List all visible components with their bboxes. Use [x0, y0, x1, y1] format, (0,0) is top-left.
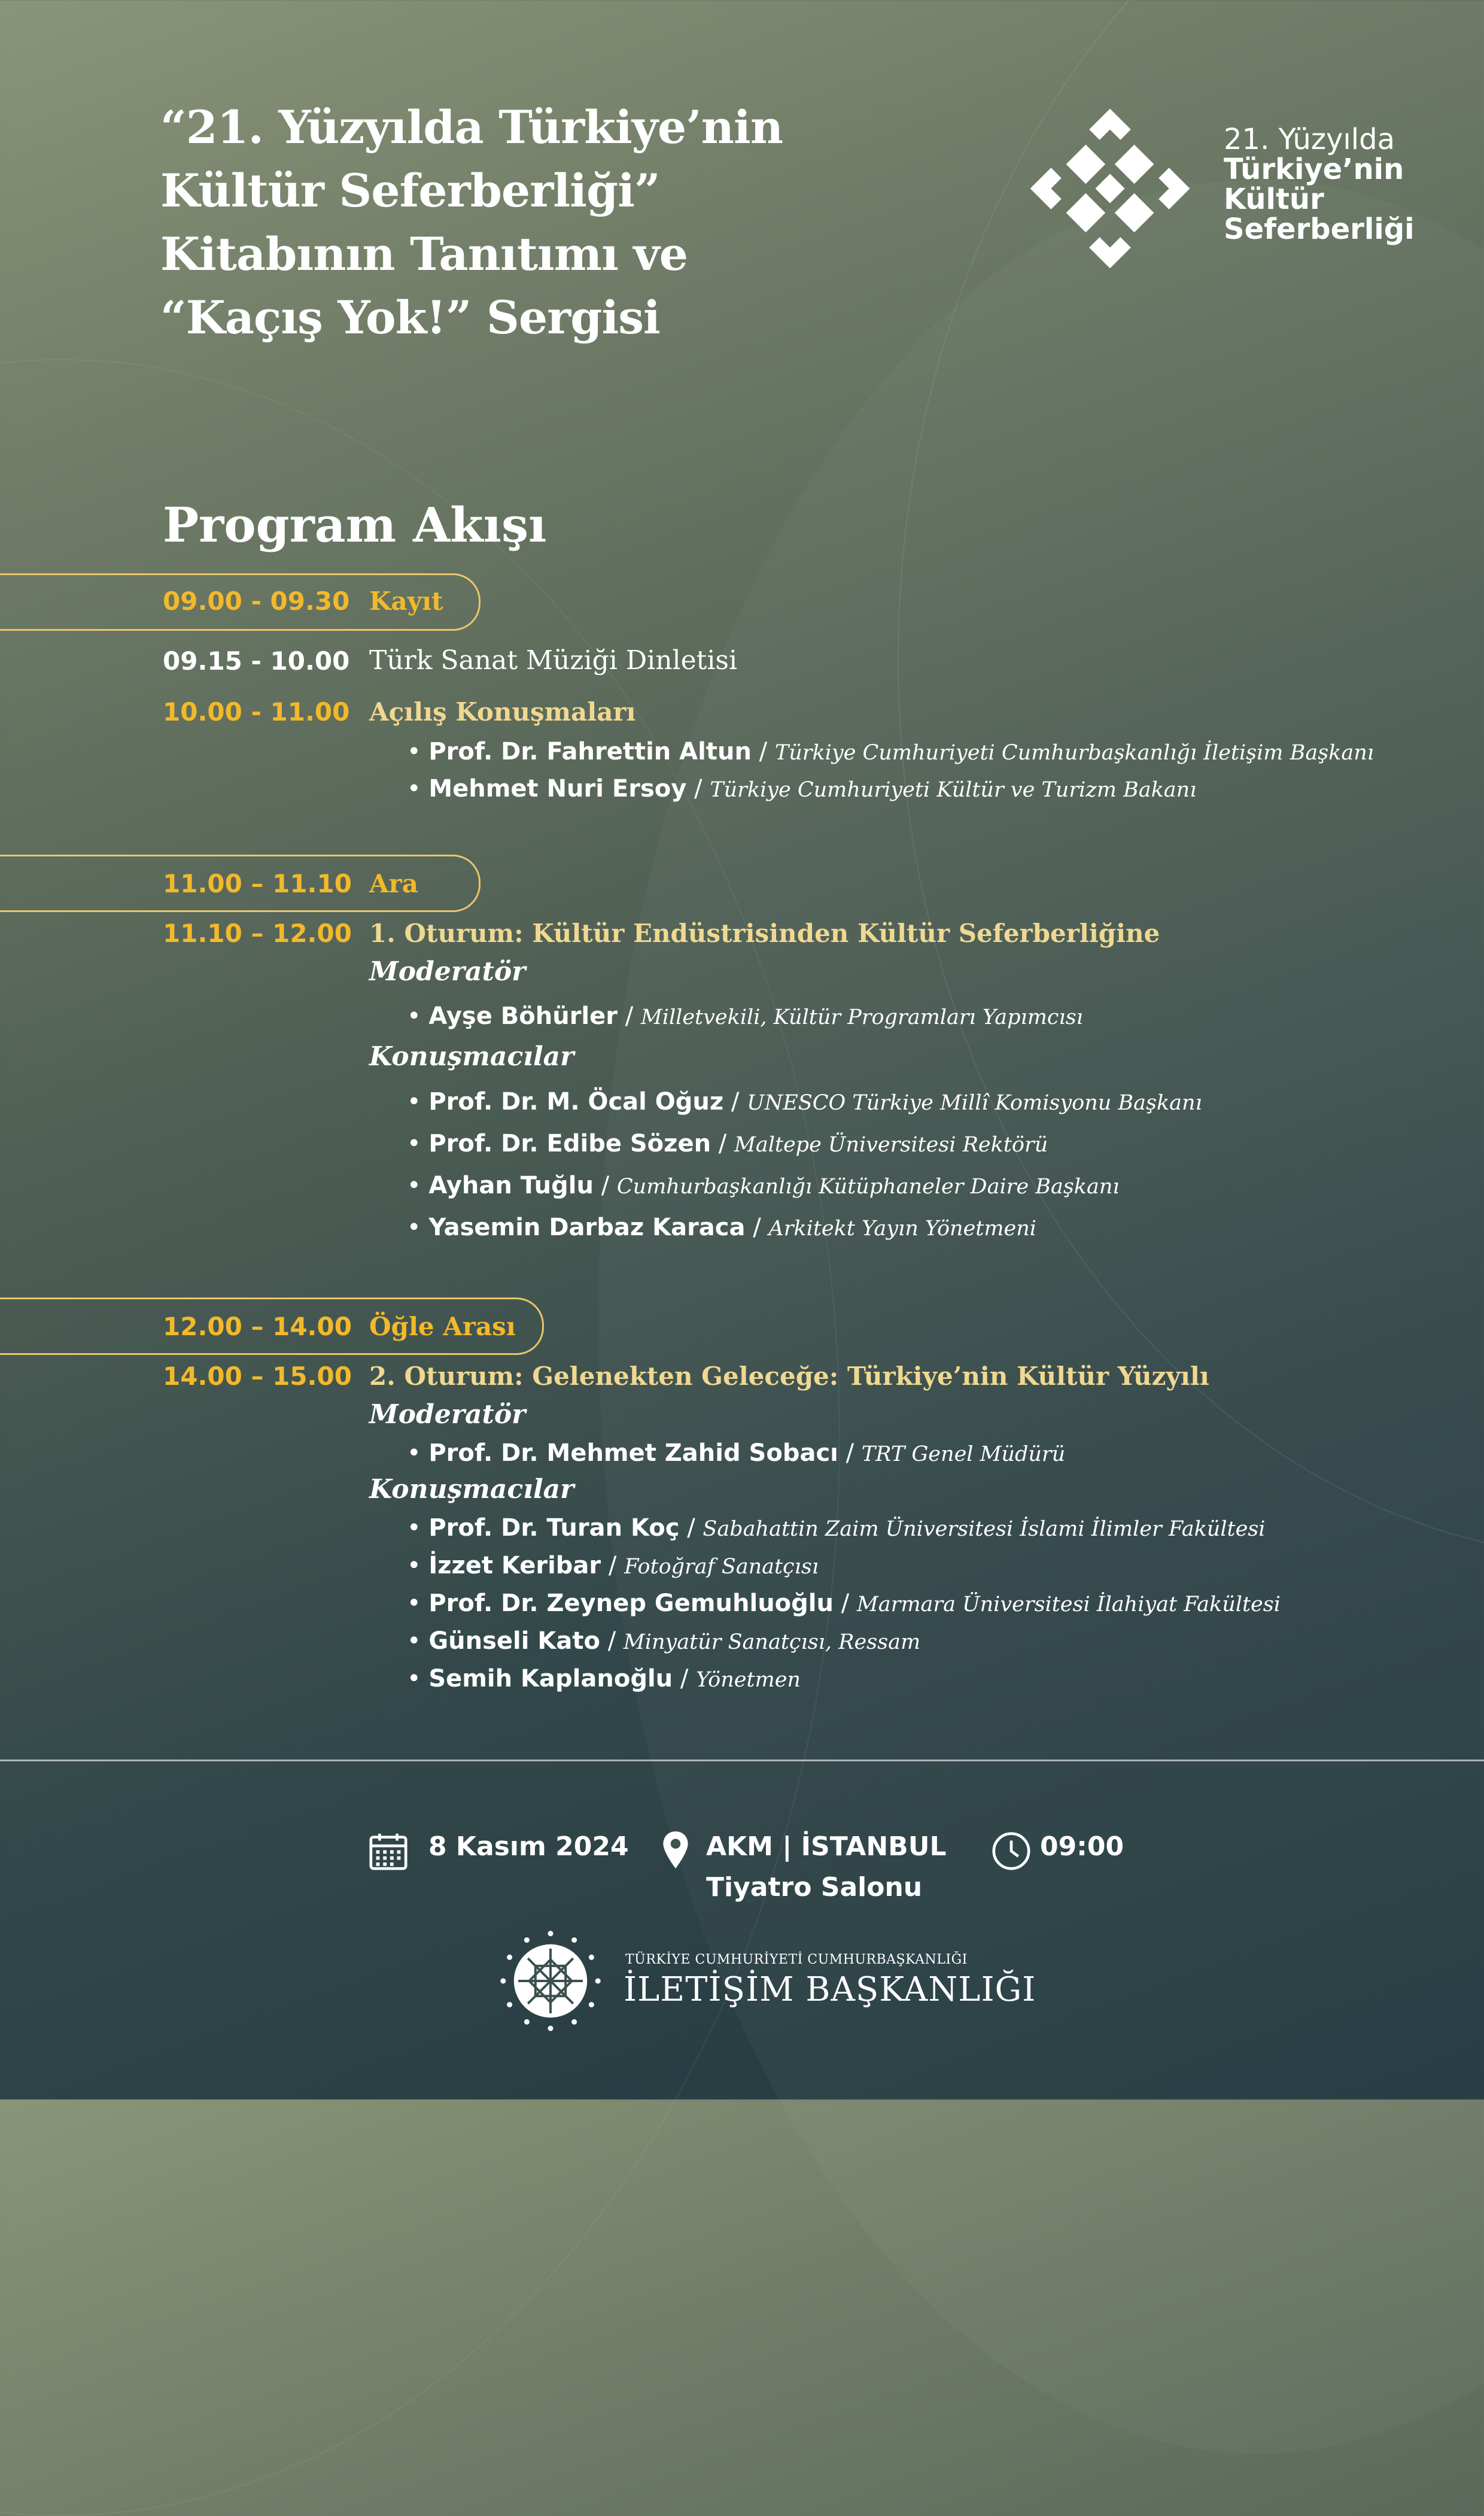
speaker-item: • Günseli Kato / Minyatür Sanatçısı, Ressam	[407, 1627, 921, 1655]
campaign-logo	[1023, 102, 1430, 281]
speaker-item: • Mehmet Nuri Ersoy / Türkiye Cumhuriyeti Kültür ve Turizm Bakanı	[407, 775, 1197, 803]
organization-name: İLETİŞİM BAŞKANLIĞI	[624, 1970, 1036, 2009]
calendar-icon	[367, 1830, 409, 1872]
program-title: Program Akışı	[163, 497, 547, 553]
acilis-time: 10.00 - 11.00	[163, 697, 350, 727]
muzik-label: Türk Sanat Müziği Dinletisi	[369, 645, 738, 676]
kayit-time: 09.00 - 09.30	[163, 587, 350, 616]
speaker-item: • Prof. Dr. Zeynep Gemuhluoğlu / Marmara Üniversitesi İlahiyat Fakültesi	[407, 1590, 1281, 1617]
ogle-label: Öğle Arası	[369, 1312, 516, 1341]
location-pin-icon	[661, 1830, 691, 1870]
logo-line-2: Türkiye’nin	[1224, 153, 1404, 186]
moderator-item: • Ayşe Böhürler / Milletvekili, Kültür Programları Yapımcısı	[407, 1002, 1083, 1030]
event-title	[160, 96, 878, 350]
footer-divider	[0, 1760, 1484, 1761]
logo-line-3: Kültür	[1224, 183, 1324, 216]
title-line-2: Kültür Seferberliği”	[160, 164, 660, 217]
speaker-item: • Yasemin Darbaz Karaca / Arkitekt Yayın Yönetmeni	[407, 1214, 1036, 1241]
oturum2-time: 14.00 – 15.00	[163, 1362, 352, 1391]
event-time: 09:00	[1040, 1831, 1124, 1862]
clock-icon	[990, 1830, 1032, 1872]
moderator-item: • Prof. Dr. Mehmet Zahid Sobacı / TRT Genel Müdürü	[407, 1439, 1066, 1467]
speaker-item: • Prof. Dr. Fahrettin Altun / Türkiye Cumhuriyeti Cumhurbaşkanlığı İletişim Başkanı	[407, 738, 1374, 765]
background-curve-2	[0, 359, 840, 2516]
oturum1-time: 11.10 – 12.00	[163, 919, 352, 948]
title-line-1: “21. Yüzyılda Türkiye’nin	[160, 101, 783, 154]
logo-wordmark	[1224, 124, 1415, 244]
speaker-item: • Prof. Dr. Turan Koç / Sabahattin Zaim Üniversitesi İslami İlimler Fakültesi	[407, 1514, 1266, 1542]
speaker-item: • Semih Kaplanoğlu / Yönetmen	[407, 1665, 801, 1692]
title-line-3: Kitabının Tanıtımı ve	[160, 227, 688, 281]
oturum1-moderator-heading: Moderatör	[369, 956, 526, 987]
venue-line-2: Tiyatro Salonu	[706, 1872, 923, 1903]
campaign-emblem-icon	[1023, 102, 1197, 275]
ara-time: 11.00 – 11.10	[163, 869, 352, 898]
ogle-time: 12.00 – 14.00	[163, 1312, 352, 1341]
oturum1-label: 1. Oturum: Kültür Endüstrisinden Kültür Seferberliğine	[369, 919, 1160, 948]
venue-line-1: AKM | İSTANBUL	[706, 1831, 947, 1862]
organization-logo	[497, 1927, 1036, 2035]
oturum2-speakers-heading: Konuşmacılar	[369, 1474, 574, 1505]
background-curve-3	[598, 180, 1484, 2454]
oturum2-moderator-heading: Moderatör	[369, 1399, 526, 1430]
kayit-label: Kayıt	[369, 587, 443, 616]
oturum2-label: 2. Oturum: Gelenekten Geleceğe: Türkiye’nin Kültür Yüzyılı	[369, 1362, 1209, 1391]
speaker-item: • İzzet Keribar / Fotoğraf Sanatçısı	[407, 1552, 819, 1579]
muzik-time: 09.15 - 10.00	[163, 646, 350, 676]
speaker-item: • Prof. Dr. Edibe Sözen / Maltepe Üniversitesi Rektörü	[407, 1130, 1048, 1157]
oturum1-speakers-heading: Konuşmacılar	[369, 1041, 574, 1072]
acilis-label: Açılış Konuşmaları	[369, 697, 636, 727]
logo-line-1: 21. Yüzyılda	[1224, 123, 1395, 156]
ara-label: Ara	[369, 869, 418, 898]
speaker-item: • Prof. Dr. M. Öcal Oğuz / UNESCO Türkiye Millî Komisyonu Başkanı	[407, 1088, 1202, 1116]
speaker-item: • Ayhan Tuğlu / Cumhurbaşkanlığı Kütüphaneler Daire Başkanı	[407, 1172, 1120, 1199]
organization-parent-name: TÜRKİYE CUMHURİYETİ CUMHURBAŞKANLIĞI	[625, 1952, 968, 1967]
event-date: 8 Kasım 2024	[428, 1831, 629, 1862]
title-line-4: “Kaçış Yok!” Sergisi	[160, 291, 660, 344]
organization-emblem-icon	[497, 1927, 604, 2035]
logo-line-4: Seferberliği	[1224, 212, 1415, 246]
